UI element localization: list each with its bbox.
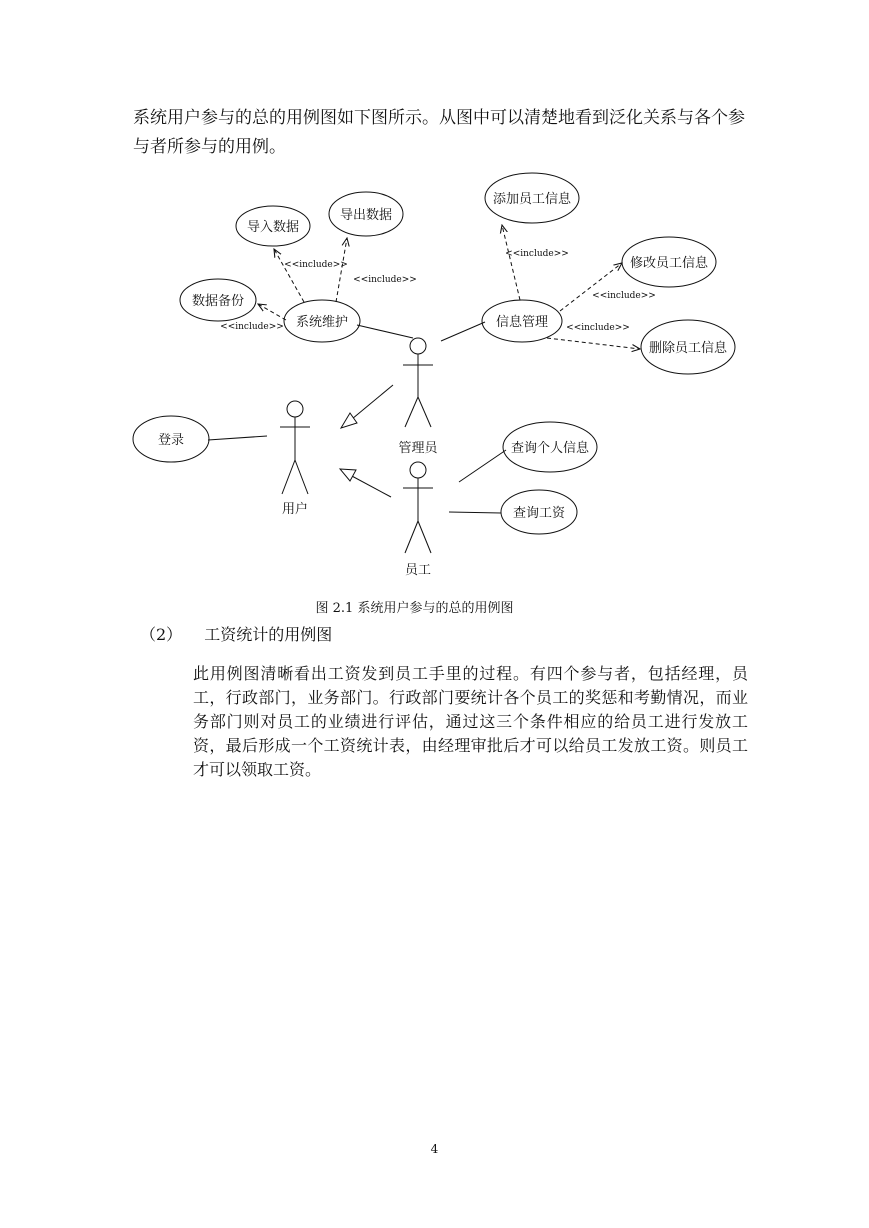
svg-text:查询个人信息: 查询个人信息 (510, 441, 590, 456)
figure-caption: 图 2.1 系统用户参与的总的用例图 (315, 601, 514, 616)
include-label-add: <<include>> (505, 249, 569, 259)
use-case-add-employee-info (485, 173, 579, 223)
svg-text:系统维护: 系统维护 (295, 315, 349, 330)
svg-text:查询工资: 查询工资 (512, 506, 566, 521)
use-case-delete-employee-info (641, 320, 735, 374)
actor-admin-label: 管理员 (398, 441, 438, 456)
section-number: （2） (140, 625, 183, 644)
use-case-data-backup (180, 279, 256, 321)
actor-employee (403, 462, 433, 553)
use-case-query-salary (501, 490, 577, 534)
svg-text:导出数据: 导出数据 (339, 208, 393, 223)
intro-paragraph: 系统用户参与的总的用例图如下图所示。从图中可以清楚地看到泛化关系与各个参与者所参与的用例。 (133, 108, 745, 157)
generalization-arrows (340, 385, 393, 497)
include-label-export: <<include>> (353, 275, 417, 285)
actor-user-label: 用户 (281, 502, 309, 517)
body-paragraph: 此用例图清晰看出工资发到员工手里的过程。有四个参与者，包括经理，员工，行政部门，业务部门。行政部门要统计各个员工的奖惩和考勤情况，而业务部门则对员工的业绩进行评估，通过这三个条件相应的给员工进行发放工资，最后形成一个工资统计表，由经理审批后才可以给员工发放工资。则员工才可以领取工资。 (193, 664, 748, 779)
include-label-backup: <<include>> (220, 322, 284, 332)
page-number: 4 (430, 1142, 439, 1156)
use-case-diagram (0, 0, 869, 600)
use-case-info-management (482, 300, 562, 342)
svg-text:修改员工信息: 修改员工信息 (629, 256, 709, 271)
actor-admin (403, 338, 433, 427)
svg-text:信息管理: 信息管理 (495, 315, 549, 330)
association-lines (208, 322, 506, 513)
use-case-query-personal-info (503, 422, 597, 472)
svg-text:登录: 登录 (157, 433, 185, 448)
include-label-delete: <<include>> (566, 323, 630, 333)
include-label-modify: <<include>> (592, 291, 656, 301)
section-heading (140, 622, 332, 645)
svg-text:数据备份: 数据备份 (191, 294, 245, 309)
use-case-login (133, 416, 209, 462)
use-case-system-maintenance (284, 300, 360, 342)
actor-employee-label: 员工 (404, 563, 432, 578)
section-title: 工资统计的用例图 (204, 625, 333, 644)
use-case-modify-employee-info (622, 237, 716, 287)
svg-text:导入数据: 导入数据 (246, 220, 300, 235)
use-case-import-data (236, 206, 310, 246)
actor-user (280, 401, 310, 494)
svg-text:添加员工信息: 添加员工信息 (492, 192, 572, 207)
use-case-export-data (329, 192, 403, 236)
include-label-import: <<include>> (284, 260, 348, 270)
svg-text:删除员工信息: 删除员工信息 (648, 341, 728, 356)
